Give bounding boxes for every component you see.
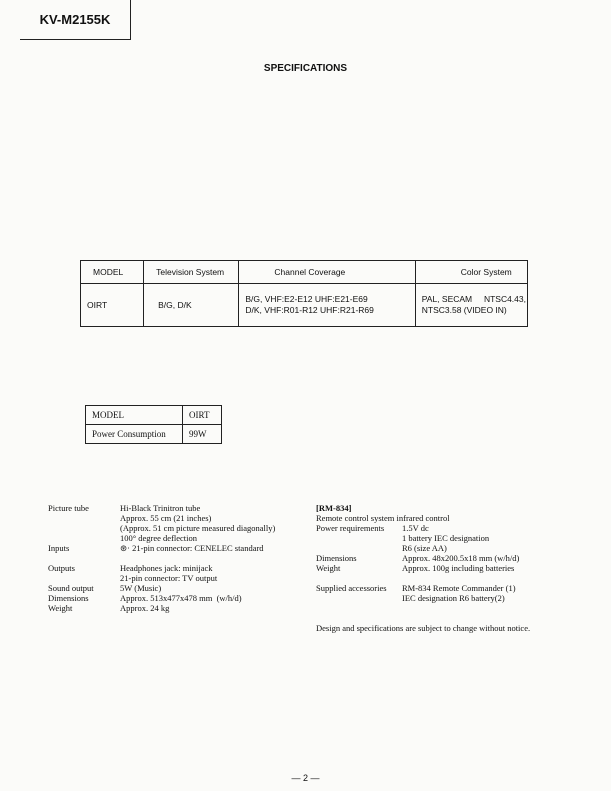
spec-value: Approx. 100g including batteries <box>402 563 515 573</box>
spec-value: Approx. 513x477x478 mm (w/h/d) <box>120 593 242 603</box>
header-color: Color System <box>415 261 527 284</box>
header-tv-system: Television System <box>144 261 239 284</box>
spec-value: Headphones jack: minijack <box>120 563 213 573</box>
spec-value: Hi-Black Trinitron tube <box>120 503 201 513</box>
coverage-line: B/G, VHF:E2-E12 UHF:E21-E69 <box>245 294 368 304</box>
spec-value: 1 battery IEC designation <box>402 533 490 543</box>
power-table <box>85 405 222 444</box>
spec-label: Inputs <box>48 543 70 553</box>
spec-value: IEC designation R6 battery(2) <box>402 593 505 603</box>
spec-label: Weight <box>316 563 341 573</box>
model-number: KV-M2155K <box>20 0 131 40</box>
tv-system-cell: B/G, D/K <box>144 284 239 327</box>
spec-label: Picture tube <box>48 503 89 513</box>
spec-value: 5W (Music) <box>120 583 162 593</box>
spec-value: RM-834 Remote Commander (1) <box>402 583 516 593</box>
spec-value: Approx. 48x200.5x18 mm (w/h/d) <box>402 553 520 563</box>
spec-label: Dimensions <box>316 553 357 563</box>
spec-value: 100° degree deflection <box>120 533 198 543</box>
color-line: PAL, SECAM NTSC4.43, <box>421 294 526 304</box>
spec-value: Approx. 55 cm (21 inches) <box>120 513 212 523</box>
spec-value: 1.5V dc <box>402 523 429 533</box>
power-value: 99W <box>183 425 222 444</box>
power-model-value: OIRT <box>183 406 222 425</box>
spec-value: ⊛· 21-pin connector: CENELEC standard <box>120 543 264 553</box>
spec-value: (Approx. 51 cm picture measured diagonally) <box>120 523 276 533</box>
tv-specs <box>48 503 275 613</box>
header-coverage: Channel Coverage <box>239 261 415 284</box>
spec-value: Approx. 24 kg <box>120 603 170 613</box>
system-table <box>80 260 528 327</box>
remote-system: Remote control system infrared control <box>316 513 450 523</box>
disclaimer-note: Design and specifications are subject to change without notice. <box>316 623 531 633</box>
color-line: NTSC3.58 (VIDEO IN) <box>421 305 507 315</box>
power-label: Power Consumption <box>86 425 183 444</box>
table-row <box>86 406 222 425</box>
page-title: SPECIFICATIONS <box>263 63 348 74</box>
spec-label: Weight <box>48 603 73 613</box>
header-model: MODEL <box>81 261 144 284</box>
power-model-label: MODEL <box>86 406 183 425</box>
spec-label: Dimensions <box>48 593 89 603</box>
spec-value: 21-pin connector: TV output <box>120 573 218 583</box>
color-cell <box>415 284 527 327</box>
spec-label: Supplied accessories <box>316 583 387 593</box>
model-cell: OIRT <box>81 284 144 327</box>
table-row <box>86 425 222 444</box>
spec-label: Outputs <box>48 563 75 573</box>
spec-label: Power requirements <box>316 523 385 533</box>
spec-label: Sound output <box>48 583 94 593</box>
remote-specs <box>316 503 519 603</box>
page-number: — 2 — <box>291 773 320 783</box>
coverage-line: D/K, VHF:R01-R12 UHF:R21-R69 <box>245 305 374 315</box>
remote-title: [RM-834] <box>316 503 352 513</box>
spec-value: R6 (size AA) <box>402 543 447 553</box>
coverage-cell <box>239 284 415 327</box>
